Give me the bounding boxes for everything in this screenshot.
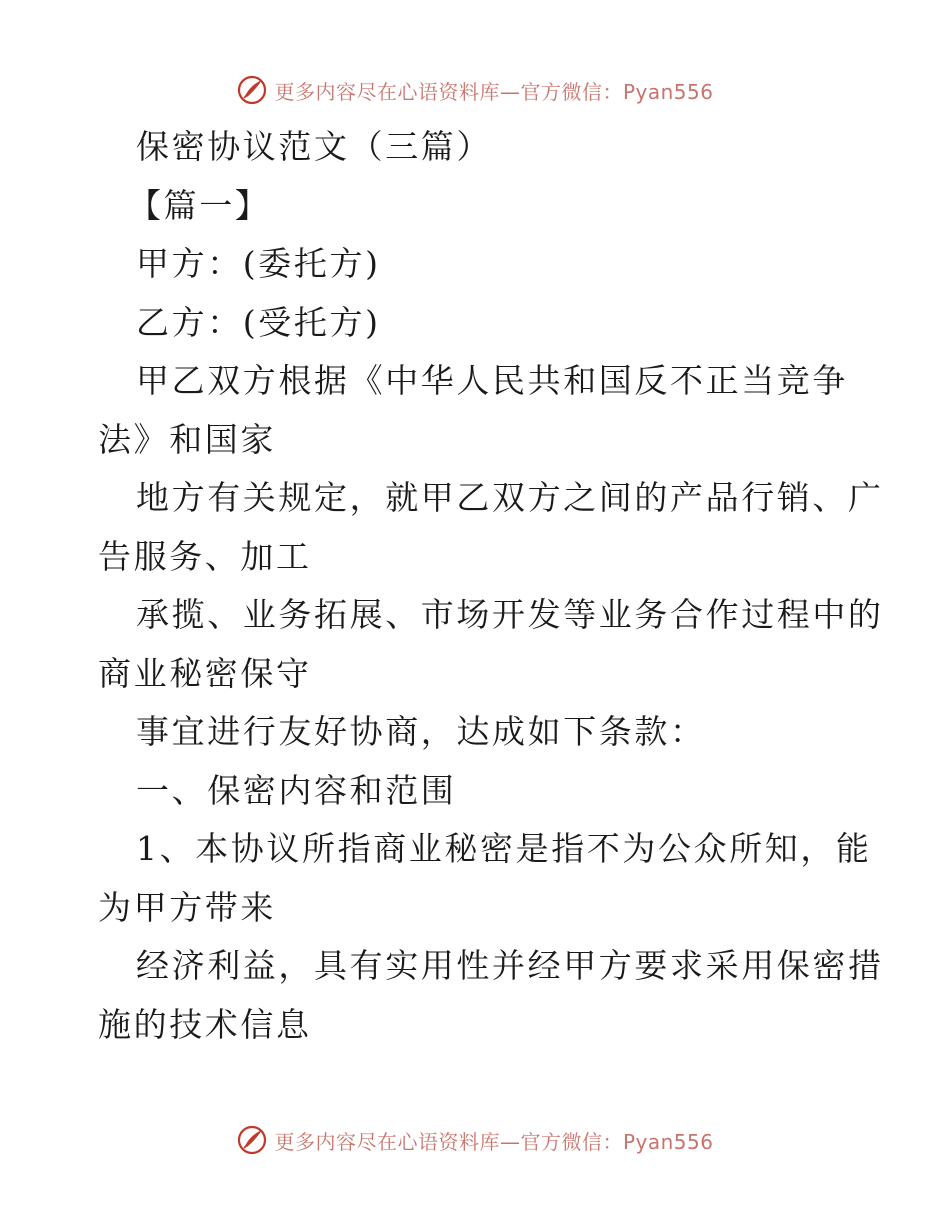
doc-party-b: 乙方：(受托方) — [136, 302, 381, 342]
footer-banner-content — [236, 1124, 713, 1156]
doc-paragraph-line: 商业秘密保守 — [98, 653, 312, 693]
doc-paragraph-line: 告服务、加工 — [98, 536, 312, 576]
quill-logo-icon — [236, 74, 268, 106]
footer-banner-text: 更多内容尽在心语资料库—官方微信：Pyan556 — [274, 1129, 714, 1154]
doc-section-heading: 【篇一】 — [128, 185, 271, 225]
doc-paragraph-line: 为甲方带来 — [98, 887, 276, 927]
doc-clause-heading: 一、保密内容和范围 — [136, 770, 457, 810]
page-footer-banner — [0, 1122, 950, 1158]
doc-paragraph-line: 事宜进行友好协商，达成如下条款： — [136, 712, 706, 751]
doc-paragraph-line: 1、本协议所指商业秘密是指不为公众所知，能 — [136, 829, 872, 868]
doc-paragraph-line: 施的技术信息 — [98, 1004, 312, 1044]
quill-logo-icon — [236, 1124, 268, 1156]
doc-paragraph-line: 甲乙双方根据《中华人民共和国反不正当竞争 — [136, 361, 848, 400]
doc-party-a: 甲方：(委托方) — [136, 244, 381, 283]
header-banner-content — [236, 74, 713, 106]
page-header-banner — [0, 72, 950, 108]
header-banner-text: 更多内容尽在心语资料库—官方微信：Pyan556 — [274, 79, 714, 104]
doc-paragraph-line: 经济利益，具有实用性并经甲方要求采用保密措 — [136, 946, 884, 985]
doc-paragraph-line: 法》和国家 — [98, 419, 276, 459]
doc-title: 保密协议范文（三篇） — [136, 127, 492, 166]
doc-paragraph-line: 承揽、业务拓展、市场开发等业务合作过程中的 — [136, 595, 884, 634]
doc-paragraph-line: 地方有关规定，就甲乙双方之间的产品行销、广 — [136, 478, 884, 517]
document-body — [98, 118, 884, 1054]
